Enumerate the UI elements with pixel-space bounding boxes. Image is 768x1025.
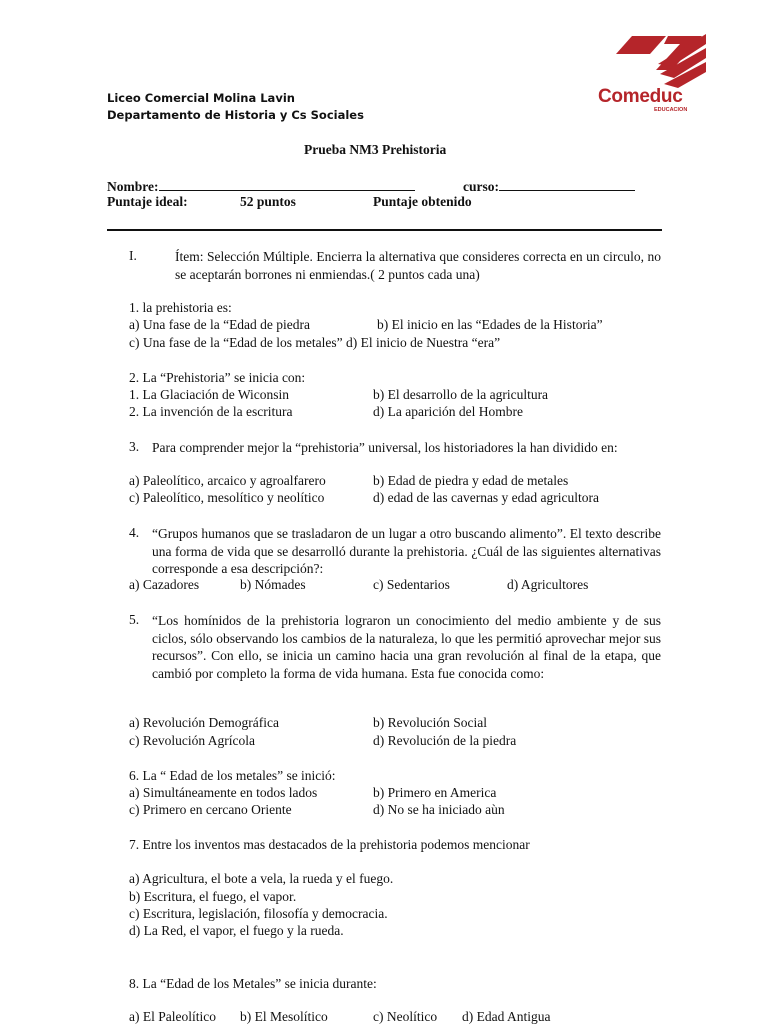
q7-option-b[interactable]: b) Escritura, el fuego, el vapor. bbox=[129, 889, 297, 904]
q3-stem: Para comprender mejor la “prehistoria” universal, los historiadores la han dividido en: bbox=[152, 440, 618, 455]
puntaje-ideal-value: 52 puntos bbox=[240, 194, 296, 209]
nombre-input-line[interactable] bbox=[159, 177, 415, 191]
q3-option-b[interactable]: b) Edad de piedra y edad de metales bbox=[373, 473, 569, 488]
q6-option-d[interactable]: d) No se ha iniciado aùn bbox=[373, 802, 505, 817]
q3-option-d[interactable]: d) edad de las cavernas y edad agricultora bbox=[373, 490, 600, 505]
q5-option-b[interactable]: b) Revolución Social bbox=[373, 715, 487, 730]
school-name: Liceo Comercial Molina Lavin bbox=[107, 91, 295, 105]
header-divider bbox=[107, 229, 662, 231]
curso-input-line[interactable] bbox=[499, 177, 635, 191]
q2-stem: 2. La “Prehistoria” se inicia con: bbox=[129, 370, 306, 385]
section-number: I. bbox=[129, 248, 137, 263]
q6-option-b[interactable]: b) Primero en America bbox=[373, 785, 497, 800]
q3-option-c[interactable]: c) Paleolítico, mesolítico y neolítico bbox=[129, 490, 325, 505]
q8-option-c[interactable]: c) Neolítico bbox=[373, 1009, 438, 1024]
q1-stem: 1. la prehistoria es: bbox=[129, 300, 232, 315]
q8-option-b[interactable]: b) El Mesolítico bbox=[240, 1009, 328, 1024]
q5-option-a[interactable]: a) Revolución Demográfica bbox=[129, 715, 279, 730]
q5-stem: “Los homínidos de la prehistoria lograron un conocimiento del medio ambiente y de sus ciclos, sólo observando los cambios de la naturaleza, lo que les permitió aprovechar mejor sus recursos”. Con ello, se inicia un camino hacia una gran revolución al final de la etapa, que cambió por completo la forma de vida humana. Esta fue conocida como: bbox=[152, 613, 661, 681]
comeduc-logo-mark bbox=[598, 30, 708, 90]
curso-label: curso: bbox=[463, 177, 635, 195]
q7-option-c[interactable]: c) Escritura, legislación, filosofía y democracia. bbox=[129, 906, 388, 921]
q2-option-d[interactable]: d) La aparición del Hombre bbox=[373, 404, 523, 419]
page-title: Prueba NM3 Prehistoria bbox=[304, 142, 447, 157]
q2-option-b[interactable]: b) El desarrollo de la agricultura bbox=[373, 387, 549, 402]
q6-stem: 6. La “ Edad de los metales” se inició: bbox=[129, 768, 336, 783]
q6-option-c[interactable]: c) Primero en cercano Oriente bbox=[129, 802, 292, 817]
q4-number: 4. bbox=[129, 525, 140, 540]
q1-option-b[interactable]: b) El inicio en las “Edades de la Historia” bbox=[377, 317, 603, 332]
q5-option-c[interactable]: c) Revolución Agrícola bbox=[129, 733, 255, 748]
nombre-label: Nombre: bbox=[107, 177, 415, 195]
comeduc-logo-subtext: EDUCACION bbox=[654, 107, 688, 113]
q2-option-c[interactable]: 2. La invención de la escritura bbox=[129, 404, 293, 419]
q7-option-a[interactable]: a) Agricultura, el bote a vela, la rueda y el fuego. bbox=[129, 871, 394, 886]
q3-option-a[interactable]: a) Paleolítico, arcaico y agroalfarero bbox=[129, 473, 326, 488]
q7-option-d[interactable]: d) La Red, el vapor, el fuego y la rueda. bbox=[129, 923, 344, 938]
q3-number: 3. bbox=[129, 439, 140, 454]
q1-option-cd[interactable]: c) Una fase de la “Edad de los metales” d) El inicio de Nuestra “era” bbox=[129, 335, 501, 350]
q6-option-a[interactable]: a) Simultáneamente en todos lados bbox=[129, 785, 318, 800]
q5-number: 5. bbox=[129, 612, 140, 627]
q4-option-b[interactable]: b) Nómades bbox=[240, 577, 306, 592]
department-name: Departamento de Historia y Cs Sociales bbox=[107, 108, 364, 122]
q4-option-a[interactable]: a) Cazadores bbox=[129, 577, 200, 592]
q4-stem: “Grupos humanos que se trasladaron de un lugar a otro buscando alimento”. El texto describe una forma de vida que se desarrolló durante la prehistoria. ¿Cuál de las siguientes alternativas corresponde a esa descripción?: bbox=[152, 526, 661, 576]
q8-option-d[interactable]: d) Edad Antigua bbox=[462, 1009, 551, 1024]
q7-stem: 7. Entre los inventos mas destacados de la prehistoria podemos mencionar bbox=[129, 837, 530, 852]
section-instruction: Ítem: Selección Múltiple. Encierra la alternativa que consideres correcta en un circulo, no se aceptarán borrones ni enmiendas.( 2 puntos cada una) bbox=[175, 249, 661, 282]
q5-option-d[interactable]: d) Revolución de la piedra bbox=[373, 733, 517, 748]
q4-option-c[interactable]: c) Sedentarios bbox=[373, 577, 450, 592]
q2-option-a[interactable]: 1. La Glaciación de Wiconsin bbox=[129, 387, 290, 402]
puntaje-ideal-label: Puntaje ideal: bbox=[107, 194, 188, 209]
q8-option-a[interactable]: a) El Paleolítico bbox=[129, 1009, 216, 1024]
puntaje-obtenido-label: Puntaje obtenido bbox=[373, 194, 472, 209]
comeduc-logo bbox=[598, 30, 708, 116]
q4-option-d[interactable]: d) Agricultores bbox=[507, 577, 589, 592]
comeduc-logo-text: Comeduc bbox=[598, 86, 683, 107]
q1-option-a[interactable]: a) Una fase de la “Edad de piedra bbox=[129, 317, 311, 332]
q8-stem: 8. La “Edad de los Metales” se inicia durante: bbox=[129, 976, 377, 991]
